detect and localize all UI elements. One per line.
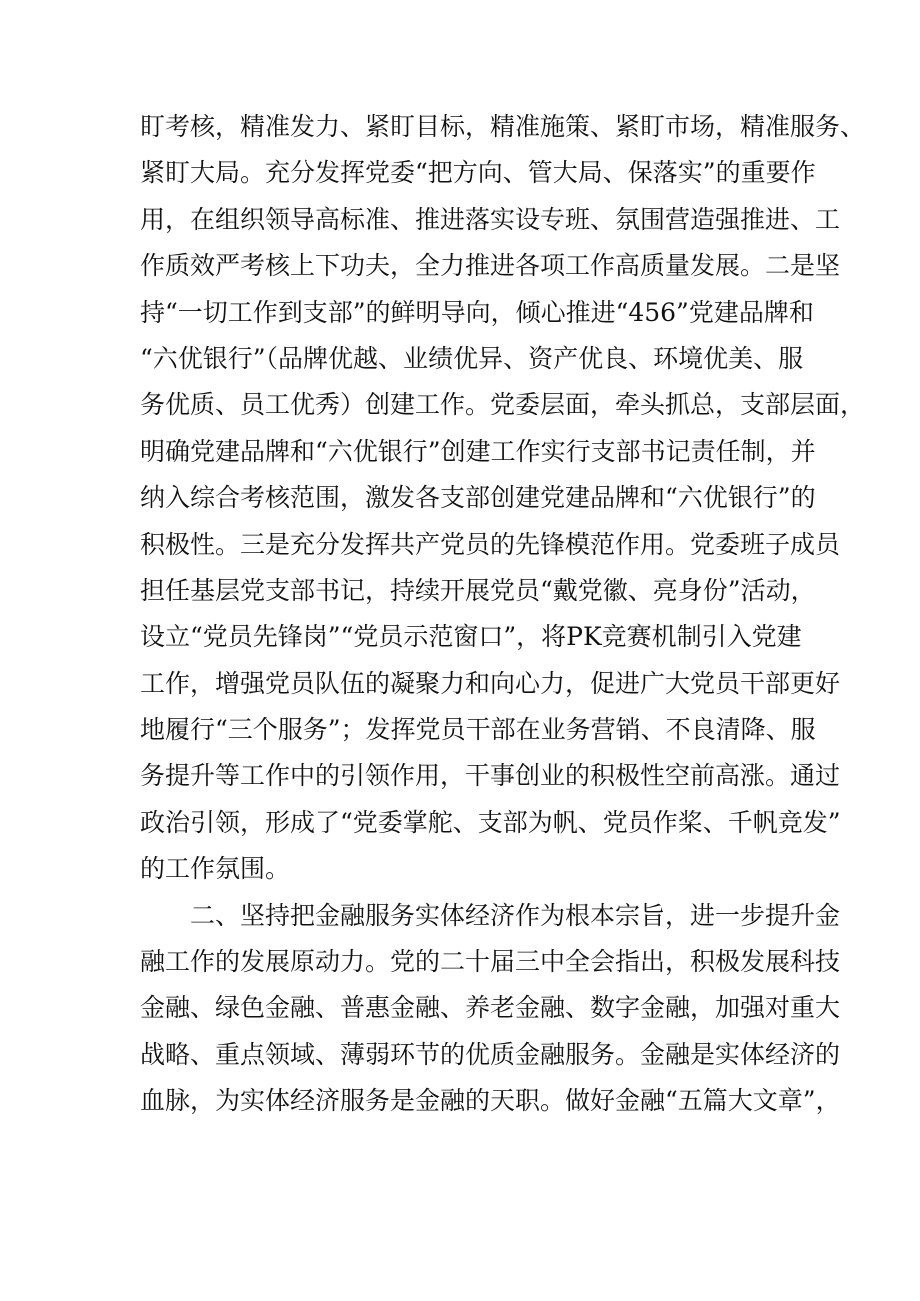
text-line: 金融、绿色金融、普惠金融、养老金融、数字金融，加强对重大 <box>140 993 841 1023</box>
text-line: 明确党建品牌和“六优银行”创建工作实行支部书记责任制，并 <box>140 436 816 466</box>
text-line: 务提升等工作中的引领作用，干事创业的积极性空前高涨。通过 <box>140 761 841 791</box>
section-heading-line: 二、坚持把金融服务实体经济作为根本宗旨，进一步提升金 <box>190 900 841 930</box>
text-line: 务优质、员工优秀）创建工作。党委层面，牵头抓总，支部层面， <box>140 390 866 420</box>
text-line: 政治引领，形成了“党委掌舵、支部为帆、党员作桨、千帆竞发” <box>140 807 841 837</box>
text-line: 盯考核，精准发力、紧盯目标，精准施策、紧盯市场，精准服务、 <box>140 112 866 141</box>
text-line: 用，在组织领导高标准、推进落实设专班、氛围营造强推进、工 <box>140 204 841 234</box>
text-line: 融工作的发展原动力。党的二十届三中全会指出，积极发展科技 <box>140 947 841 977</box>
text-line: 工作，增强党员队伍的凝聚力和向心力，促进广大党员干部更好 <box>140 668 841 698</box>
text-line: 设立“党员先锋岗”“党员示范窗口”，将PK竞赛机制引入党建 <box>140 622 802 652</box>
text-line: “六优银行”（品牌优越、业绩优异、资产优良、环境优美、服 <box>140 343 804 373</box>
text-line: 积极性。三是充分发挥共产党员的先锋模范作用。党委班子成员 <box>140 529 841 559</box>
text-line: 的工作氛围。 <box>140 854 291 884</box>
text-line: 持“一切工作到支部”的鲜明导向，倾心推进“456”党建品牌和 <box>140 297 814 327</box>
text-line: 战略、重点领域、薄弱环节的优质金融服务。金融是实体经济的 <box>140 1039 841 1069</box>
text-line: 作质效严考核上下功夫，全力推进各项工作高质量发展。二是坚 <box>140 251 841 281</box>
text-line: 紧盯大局。充分发挥党委“把方向、管大局、保落实”的重要作 <box>140 158 816 188</box>
document-body <box>0 104 920 1125</box>
text-line: 血脉，为实体经济服务是金融的天职。做好金融“五篇大文章”， <box>140 1086 841 1116</box>
text-line: 担任基层党支部书记，持续开展党员“戴党徽、亮身份”活动， <box>140 575 816 605</box>
text-line: 地履行“三个服务”；发挥党员干部在业务营销、不良清降、服 <box>140 715 816 745</box>
text-line: 纳入综合考核范围，激发各支部创建党建品牌和“六优银行”的 <box>140 483 816 513</box>
